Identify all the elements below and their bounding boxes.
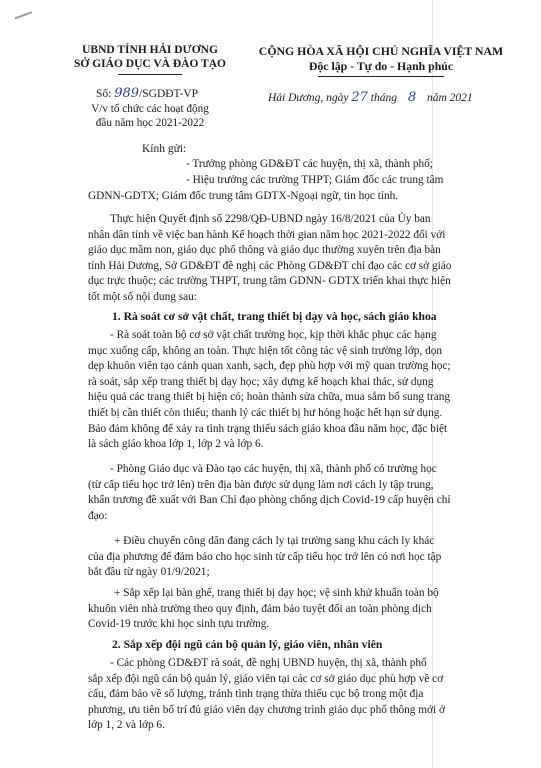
scan-mark bbox=[14, 11, 35, 28]
document-date: Hải Dương, ngày 27 tháng 8 năm 2021 bbox=[268, 90, 473, 105]
greeting: Kính gửi: bbox=[142, 143, 187, 155]
issuer-authority: UBND TỈNH HẢI DƯƠNG bbox=[82, 44, 218, 56]
intro-paragraph: Thực hiện Quyết định số 2298/QĐ-UBND ngày 16/8/2021 của Ủy ban nhân dân tỉnh về việc ban hành Kế hoạch thời gian năm học 2021-2022 đối với giáo dục mầm non, giáo dục phổ thông và giáo dục thường xuyên trên địa bàn tỉnh Hải Dương, Sở GD&ĐT đề nghị các Phòng GD&ĐT chỉ đạo các cơ sở giáo dục trực thuộc; các trường THPT, trung tâm GDNN- GDTX triển khai thực hiện tốt một số nội dung sau: bbox=[88, 213, 452, 303]
section-1-paragraph-2: - Phòng Giáo dục và Đào tạo các huyện, thị xã, thành phố có trường học (từ cấp tiểu học trở lên) trên địa bàn được sử dụng làm nơi cách ly tập trung, khẩn trương đề xuất với Ban Chỉ đạo phòng chống dịch Covid-19 cấp huyện chỉ đạo: bbox=[88, 463, 451, 522]
subject-line-1: V/v tổ chức các hoạt động bbox=[91, 103, 209, 115]
handwritten-number: 989 bbox=[114, 86, 140, 101]
section-1-paragraph-4: + Sắp xếp lại bàn ghế, trang thiết bị dạy học; vệ sinh khử khuẩn toàn bộ khuôn viên nhà trường theo quy định, đảm bảo tuyệt đối an toàn phòng dịch Covid-19 trước khi học sinh tựu trường. bbox=[88, 587, 439, 631]
section-2-heading: 2. Sắp xếp đội ngũ cán bộ quản lý, giáo viên, nhân viên bbox=[112, 638, 383, 651]
handwritten-month: 8 bbox=[407, 90, 417, 105]
section-2-paragraph-1: - Các phòng GD&ĐT rà soát, đề nghị UBND huyện, thị xã, thành phố sắp xếp đội ngũ cán bộ quản lý, giáo viên tại các cơ sở giáo dục phù hợp về cơ cấu, đảm bảo về số lượng, tránh tình trạng thừa thiếu cục bộ trong một địa phương, ưu tiên bố trí đủ giáo viên dạy chương trình giáo dục phổ thông mới ở lớp 1, 2 và lớp 6. bbox=[88, 657, 445, 732]
issuer-department: SỞ GIÁO DỤC VÀ ĐÀO TẠO bbox=[74, 58, 226, 70]
national-motto: Độc lập - Tự do - Hạnh phúc bbox=[308, 59, 454, 73]
subject-line-2: đầu năm học 2021-2022 bbox=[95, 117, 205, 129]
recipient-2: - Hiệu trưởng các trường THPT; Giám đốc các trung tâm bbox=[186, 174, 444, 186]
handwritten-day: 27 bbox=[351, 90, 368, 105]
motto-underline bbox=[318, 76, 444, 77]
section-1-paragraph-1: - Rà soát toàn bộ cơ sở vật chất trường học, kịp thời khắc phục các hạng mục xuống cấp, không an toàn. Thực hiện tốt công tác vệ sinh trường lớp, dọn dẹp khuôn viên tạo cảnh quan xanh, sạch, đẹp phù hợp với mỹ quan trường học; rà soát, sắp xếp trang thiết bị dạy học; xây dựng kế hoạch khai thác, sử dụng hiệu quả các trang thiết bị hiện có; hoàn thành sửa chữa, mua sắm bổ sung trang thiết bị cần thiết còn thiếu; thanh lý các thiết bị hư hỏng hoặc hết hạn sử dụng. Bảo đảm không để xảy ra tình trạng thiếu sách giáo khoa đầu năm học, đặc biệt là sách giáo khoa lớp 1, lớp 2 và lớp 6. bbox=[88, 329, 451, 451]
recipient-3: GDNN-GDTX; Giám đốc trung tâm GDTX-Ngoại ngữ, tin học tỉnh. bbox=[88, 190, 399, 202]
recipient-1: - Trưởng phòng GD&ĐT các huyện, thị xã, thành phố; bbox=[186, 158, 433, 170]
section-1-paragraph-3: + Điều chuyển công dân đang cách ly tại trường sang khu cách ly khác của địa phương để đảm bảo cho học sinh từ cấp tiểu học trở lên có nơi học tập bắt đầu từ ngày 01/9/2021; bbox=[88, 535, 442, 579]
section-1-heading: 1. Rà soát cơ sở vật chất, trang thiết bị dạy và học, sách giáo khoa bbox=[112, 310, 437, 323]
issuer-underline bbox=[118, 74, 182, 75]
national-title: CỘNG HÒA XÃ HỘI CHỦ NGHĨA VIỆT NAM bbox=[258, 44, 504, 58]
document-number: Số: 989/SGDĐT-VP bbox=[96, 86, 199, 101]
